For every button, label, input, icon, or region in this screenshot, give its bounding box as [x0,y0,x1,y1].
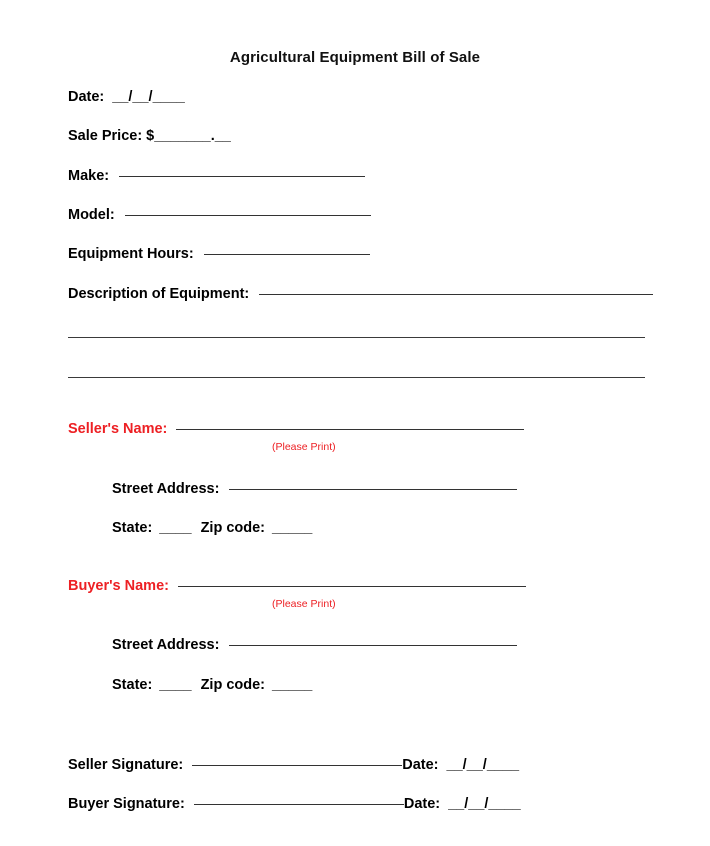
make-input-line[interactable] [119,176,365,177]
field-buyer-state-zip [112,677,312,693]
buyer-state-label: State: [112,677,153,693]
seller-state-input-blank[interactable]: ____ [159,520,192,536]
equipment-hours-label: Equipment Hours: [68,246,194,262]
field-seller-state-zip [112,520,312,536]
field-equipment-hours [68,246,370,262]
seller-name-label: Seller's Name: [68,421,168,437]
field-buyer-signature [68,796,521,812]
description-continuation-line-2[interactable] [68,377,645,378]
field-make [68,168,365,184]
seller-street-address-input-line[interactable] [229,489,517,490]
buyer-name-label: Buyer's Name: [68,578,169,594]
buyer-street-address-input-line[interactable] [229,645,517,646]
field-date [68,89,185,105]
seller-please-print-note: (Please Print) [272,441,336,453]
field-buyer-street-address [112,637,517,653]
field-seller-signature [68,757,519,773]
date-label: Date: [68,89,105,105]
seller-signature-date-blank[interactable]: __/__/____ [446,757,520,773]
seller-signature-date-label: Date: [402,757,439,773]
field-seller-street-address [112,481,517,497]
buyer-signature-date-label: Date: [403,796,441,812]
field-sale-price [68,128,231,144]
buyer-name-input-line[interactable] [178,586,526,587]
buyer-signature-date-blank[interactable]: __/__/____ [448,796,521,812]
buyer-zip-label: Zip code: [200,677,266,693]
description-input-line[interactable] [259,294,653,295]
seller-zip-label: Zip code: [200,520,266,536]
buyer-signature-label: Buyer Signature: [68,796,185,812]
date-input-blank[interactable]: __/__/____ [112,89,185,105]
equipment-hours-input-line[interactable] [204,254,370,255]
seller-zip-input-blank[interactable]: _____ [272,520,313,536]
field-buyer-name [68,578,526,594]
make-label: Make: [68,168,110,184]
buyer-please-print-note: (Please Print) [272,598,336,610]
seller-signature-label: Seller Signature: [68,757,184,773]
seller-street-address-label: Street Address: [112,481,220,497]
seller-name-input-line[interactable] [176,429,524,430]
field-model [68,207,371,223]
description-continuation-line-1[interactable] [68,337,645,338]
model-label: Model: [68,207,115,223]
sale-price-input-blank[interactable]: _______.__ [154,128,231,144]
page-title: Agricultural Equipment Bill of Sale [229,49,481,66]
field-seller-name [68,421,524,437]
seller-signature-input-line[interactable] [192,765,402,766]
buyer-state-input-blank[interactable]: ____ [159,677,192,693]
sale-price-label: Sale Price: $ [68,128,155,144]
buyer-zip-input-blank[interactable]: _____ [272,677,313,693]
seller-state-label: State: [112,520,153,536]
field-description [68,286,653,302]
buyer-street-address-label: Street Address: [112,637,220,653]
description-label: Description of Equipment: [68,286,250,302]
buyer-signature-input-line[interactable] [194,804,404,805]
model-input-line[interactable] [125,215,371,216]
